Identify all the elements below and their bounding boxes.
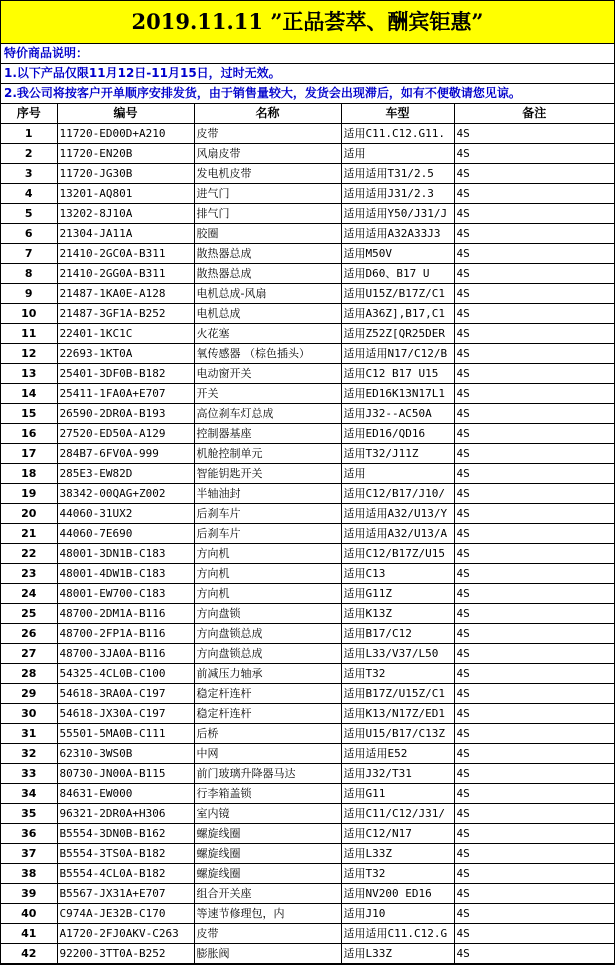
cell-vehicle-model: 适用适用J31/2.3 [341, 184, 454, 204]
cell-vehicle-model: 适用J32--AC50A [341, 404, 454, 424]
table-row [1, 884, 614, 904]
cell-part-code: 285E3-EW82D [57, 464, 194, 484]
cell-vehicle-model: 适用C11/C12/J31/ [341, 804, 454, 824]
table-row [1, 724, 614, 744]
cell-part-code: 55501-5MA0B-C111 [57, 724, 194, 744]
cell-note: 4S [454, 884, 614, 904]
cell-note: 4S [454, 944, 614, 964]
cell-part-code: 48700-2DM1A-B116 [57, 604, 194, 624]
cell-index: 40 [1, 904, 57, 924]
table-row [1, 404, 614, 424]
cell-part-name: 开关 [194, 384, 341, 404]
table-row [1, 644, 614, 664]
cell-part-code: 48001-4DW1B-C183 [57, 564, 194, 584]
cell-vehicle-model: 适用适用E52 [341, 744, 454, 764]
cell-part-name: 螺旋线圈 [194, 824, 341, 844]
cell-part-name: 机舱控制单元 [194, 444, 341, 464]
cell-vehicle-model: 适用L33Z [341, 944, 454, 964]
cell-vehicle-model: 适用M50V [341, 244, 454, 264]
cell-part-code: 80730-JN00A-B115 [57, 764, 194, 784]
cell-index: 17 [1, 444, 57, 464]
table-row [1, 784, 614, 804]
cell-index: 24 [1, 584, 57, 604]
cell-note: 4S [454, 604, 614, 624]
cell-vehicle-model: 适用J10 [341, 904, 454, 924]
cell-part-name: 螺旋线圈 [194, 864, 341, 884]
cell-index: 31 [1, 724, 57, 744]
cell-vehicle-model: 适用C11.C12.G11. [341, 124, 454, 144]
cell-index: 11 [1, 324, 57, 344]
cell-part-code: 92200-3TT0A-B252 [57, 944, 194, 964]
table-row [1, 584, 614, 604]
cell-vehicle-model: 适用ED16/QD16 [341, 424, 454, 444]
cell-vehicle-model: 适用适用C11.C12.G [341, 924, 454, 944]
table-row [1, 144, 614, 164]
cell-note: 4S [454, 304, 614, 324]
cell-part-code: 21304-JA11A [57, 224, 194, 244]
cell-part-code: 22693-1KT0A [57, 344, 194, 364]
cell-index: 26 [1, 624, 57, 644]
table-row [1, 204, 614, 224]
cell-part-name: 皮带 [194, 924, 341, 944]
cell-vehicle-model: 适用适用Y50/J31/J [341, 204, 454, 224]
cell-part-name: 后桥 [194, 724, 341, 744]
cell-index: 20 [1, 504, 57, 524]
cell-index: 32 [1, 744, 57, 764]
cell-note: 4S [454, 684, 614, 704]
cell-part-code: 21410-2GC0A-B311 [57, 244, 194, 264]
cell-note: 4S [454, 824, 614, 844]
cell-index: 16 [1, 424, 57, 444]
cell-part-code: 22401-1KC1C [57, 324, 194, 344]
cell-vehicle-model: 适用B17/C12 [341, 624, 454, 644]
cell-vehicle-model: 适用L33Z [341, 844, 454, 864]
cell-part-name: 方向盘锁总成 [194, 624, 341, 644]
table-header-row [1, 104, 614, 124]
cell-note: 4S [454, 144, 614, 164]
cell-note: 4S [454, 484, 614, 504]
table-row [1, 864, 614, 884]
cell-note: 4S [454, 764, 614, 784]
cell-part-code: 48001-EW700-C183 [57, 584, 194, 604]
table-row [1, 364, 614, 384]
cell-part-name: 方向盘锁 [194, 604, 341, 624]
cell-index: 39 [1, 884, 57, 904]
cell-note: 4S [454, 164, 614, 184]
cell-note: 4S [454, 124, 614, 144]
table-row [1, 764, 614, 784]
cell-vehicle-model: 适用适用T31/2.5 [341, 164, 454, 184]
cell-note: 4S [454, 364, 614, 384]
cell-note: 4S [454, 624, 614, 644]
cell-note: 4S [454, 644, 614, 664]
cell-note: 4S [454, 264, 614, 284]
cell-part-name: 方向机 [194, 564, 341, 584]
table-row [1, 904, 614, 924]
cell-part-name: 高位刹车灯总成 [194, 404, 341, 424]
cell-index: 42 [1, 944, 57, 964]
cell-index: 23 [1, 564, 57, 584]
cell-part-name: 皮带 [194, 124, 341, 144]
cell-note: 4S [454, 864, 614, 884]
cell-part-code: 38342-00QAG+Z002 [57, 484, 194, 504]
table-row [1, 224, 614, 244]
cell-vehicle-model: 适用 [341, 464, 454, 484]
table-row [1, 424, 614, 444]
cell-index: 14 [1, 384, 57, 404]
cell-part-name: 后刹车片 [194, 524, 341, 544]
cell-vehicle-model: 适用 [341, 144, 454, 164]
cell-index: 1 [1, 124, 57, 144]
table-row [1, 184, 614, 204]
parts-table [1, 104, 614, 964]
cell-index: 30 [1, 704, 57, 724]
cell-note: 4S [454, 784, 614, 804]
cell-part-code: 25411-1FA0A+E707 [57, 384, 194, 404]
cell-note: 4S [454, 424, 614, 444]
cell-index: 22 [1, 544, 57, 564]
cell-part-name: 行李箱盖锁 [194, 784, 341, 804]
cell-part-code: 11720-ED00D+A210 [57, 124, 194, 144]
cell-note: 4S [454, 524, 614, 544]
cell-part-code: 62310-3WS0B [57, 744, 194, 764]
cell-part-code: 13201-AQ801 [57, 184, 194, 204]
cell-part-code: 21487-3GF1A-B252 [57, 304, 194, 324]
cell-part-name: 后刹车片 [194, 504, 341, 524]
cell-note: 4S [454, 544, 614, 564]
cell-part-name: 等速节修理包，内 [194, 904, 341, 924]
table-row [1, 464, 614, 484]
cell-vehicle-model: 适用适用A32/U13/Y [341, 504, 454, 524]
cell-part-code: 44060-7E690 [57, 524, 194, 544]
cell-note: 4S [454, 744, 614, 764]
cell-part-name: 稳定杆连杆 [194, 684, 341, 704]
cell-index: 37 [1, 844, 57, 864]
table-row [1, 564, 614, 584]
table-row [1, 124, 614, 144]
cell-index: 6 [1, 224, 57, 244]
cell-note: 4S [454, 324, 614, 344]
table-row [1, 284, 614, 304]
cell-vehicle-model: 适用K13/N17Z/ED1 [341, 704, 454, 724]
cell-note: 4S [454, 224, 614, 244]
table-row [1, 504, 614, 524]
cell-part-code: 27520-ED50A-A129 [57, 424, 194, 444]
cell-index: 13 [1, 364, 57, 384]
cell-part-code: 84631-EW000 [57, 784, 194, 804]
cell-vehicle-model: 适用T32/J11Z [341, 444, 454, 464]
cell-part-code: 48001-3DN1B-C183 [57, 544, 194, 564]
table-row [1, 844, 614, 864]
table-row [1, 804, 614, 824]
cell-index: 28 [1, 664, 57, 684]
cell-part-name: 进气门 [194, 184, 341, 204]
cell-index: 5 [1, 204, 57, 224]
cell-index: 9 [1, 284, 57, 304]
cell-note: 4S [454, 664, 614, 684]
cell-part-code: A1720-2FJ0AKV-C263 [57, 924, 194, 944]
table-row [1, 544, 614, 564]
table-row [1, 664, 614, 684]
table-row [1, 244, 614, 264]
cell-index: 21 [1, 524, 57, 544]
cell-part-name: 前减压力轴承 [194, 664, 341, 684]
cell-note: 4S [454, 704, 614, 724]
cell-note: 4S [454, 244, 614, 264]
cell-note: 4S [454, 284, 614, 304]
table-row [1, 824, 614, 844]
cell-part-code: 11720-JG30B [57, 164, 194, 184]
cell-part-name: 室内镜 [194, 804, 341, 824]
sheet-title: 2019.11.11 ”正品荟萃、酬宾钜惠” [1, 1, 614, 44]
cell-part-code: 21410-2GG0A-B311 [57, 264, 194, 284]
cell-part-name: 方向机 [194, 584, 341, 604]
cell-part-name: 稳定杆连杆 [194, 704, 341, 724]
cell-vehicle-model: 适用适用A32A33J3 [341, 224, 454, 244]
cell-part-name: 散热器总成 [194, 264, 341, 284]
cell-part-name: 风扇皮带 [194, 144, 341, 164]
note-line-1: 1.以下产品仅限11月12日-11月15日，过时无效。 [1, 64, 614, 84]
cell-index: 38 [1, 864, 57, 884]
cell-vehicle-model: 适用适用A32/U13/A [341, 524, 454, 544]
notes-heading: 特价商品说明： [1, 44, 614, 64]
column-header-code: 编号 [57, 104, 194, 124]
cell-part-code: 13202-8J10A [57, 204, 194, 224]
column-header-model: 车型 [341, 104, 454, 124]
table-row [1, 344, 614, 364]
cell-index: 7 [1, 244, 57, 264]
cell-part-code: 54618-3RA0A-C197 [57, 684, 194, 704]
cell-part-name: 智能钥匙开关 [194, 464, 341, 484]
cell-vehicle-model: 适用K13Z [341, 604, 454, 624]
cell-index: 12 [1, 344, 57, 364]
cell-index: 18 [1, 464, 57, 484]
note-line-2: 2.我公司将按客户开单顺序安排发货，由于销售量较大，发货会出现滞后，如有不便敬请您见谅。 [1, 84, 614, 104]
table-row [1, 524, 614, 544]
cell-note: 4S [454, 184, 614, 204]
column-header-index: 序号 [1, 104, 57, 124]
cell-note: 4S [454, 724, 614, 744]
cell-index: 8 [1, 264, 57, 284]
cell-vehicle-model: 适用G11 [341, 784, 454, 804]
cell-vehicle-model: 适用D60、B17 U [341, 264, 454, 284]
table-row [1, 704, 614, 724]
table-row [1, 924, 614, 944]
cell-part-name: 半轴油封 [194, 484, 341, 504]
table-row [1, 944, 614, 964]
cell-part-code: 96321-2DR0A+H306 [57, 804, 194, 824]
cell-part-code: 54325-4CL0B-C100 [57, 664, 194, 684]
cell-index: 36 [1, 824, 57, 844]
cell-part-name: 螺旋线圈 [194, 844, 341, 864]
table-row [1, 304, 614, 324]
table-row [1, 264, 614, 284]
cell-note: 4S [454, 804, 614, 824]
table-row [1, 624, 614, 644]
cell-index: 15 [1, 404, 57, 424]
cell-part-code: 26590-2DR0A-B193 [57, 404, 194, 424]
cell-note: 4S [454, 204, 614, 224]
table-row [1, 324, 614, 344]
cell-note: 4S [454, 384, 614, 404]
cell-vehicle-model: 适用B17Z/U15Z/C1 [341, 684, 454, 704]
cell-vehicle-model: 适用T32 [341, 664, 454, 684]
cell-vehicle-model: 适用C12/B17/J10/ [341, 484, 454, 504]
table-row [1, 684, 614, 704]
cell-part-code: 44060-31UX2 [57, 504, 194, 524]
cell-part-code: C974A-JE32B-C170 [57, 904, 194, 924]
table-row [1, 744, 614, 764]
cell-vehicle-model: 适用T32 [341, 864, 454, 884]
table-row [1, 484, 614, 504]
cell-vehicle-model: 适用C12 B17 U15 [341, 364, 454, 384]
cell-part-name: 发电机皮带 [194, 164, 341, 184]
cell-index: 35 [1, 804, 57, 824]
cell-index: 3 [1, 164, 57, 184]
table-row [1, 444, 614, 464]
cell-vehicle-model: 适用G11Z [341, 584, 454, 604]
cell-index: 33 [1, 764, 57, 784]
cell-part-name: 控制器基座 [194, 424, 341, 444]
cell-index: 25 [1, 604, 57, 624]
cell-part-code: 25401-3DF0B-B182 [57, 364, 194, 384]
cell-note: 4S [454, 564, 614, 584]
column-header-name: 名称 [194, 104, 341, 124]
cell-index: 10 [1, 304, 57, 324]
cell-part-code: 284B7-6FV0A-999 [57, 444, 194, 464]
cell-vehicle-model: 适用C12/B17Z/U15 [341, 544, 454, 564]
cell-part-name: 中网 [194, 744, 341, 764]
cell-part-name: 方向机 [194, 544, 341, 564]
cell-part-name: 电机总成 [194, 304, 341, 324]
cell-vehicle-model: 适用ED16K13N17L1 [341, 384, 454, 404]
cell-part-name: 电机总成-风扇 [194, 284, 341, 304]
cell-index: 4 [1, 184, 57, 204]
cell-note: 4S [454, 924, 614, 944]
cell-vehicle-model: 适用U15/B17/C13Z [341, 724, 454, 744]
cell-part-name: 散热器总成 [194, 244, 341, 264]
cell-note: 4S [454, 404, 614, 424]
cell-part-name: 火花塞 [194, 324, 341, 344]
cell-index: 34 [1, 784, 57, 804]
cell-vehicle-model: 适用Z52Z[QR25DER [341, 324, 454, 344]
cell-part-name: 排气门 [194, 204, 341, 224]
cell-note: 4S [454, 444, 614, 464]
cell-part-name: 组合开关座 [194, 884, 341, 904]
cell-index: 29 [1, 684, 57, 704]
cell-vehicle-model: 适用适用N17/C12/B [341, 344, 454, 364]
cell-note: 4S [454, 584, 614, 604]
cell-vehicle-model: 适用NV200 ED16 [341, 884, 454, 904]
cell-part-code: B5554-4CL0A-B182 [57, 864, 194, 884]
cell-part-code: 21487-1KA0E-A128 [57, 284, 194, 304]
cell-part-name: 胶圈 [194, 224, 341, 244]
cell-index: 2 [1, 144, 57, 164]
cell-index: 19 [1, 484, 57, 504]
cell-vehicle-model: 适用A36Z],B17,C1 [341, 304, 454, 324]
cell-part-code: B5554-3TS0A-B182 [57, 844, 194, 864]
cell-part-code: 48700-2FP1A-B116 [57, 624, 194, 644]
cell-vehicle-model: 适用C13 [341, 564, 454, 584]
table-row [1, 164, 614, 184]
cell-note: 4S [454, 464, 614, 484]
cell-part-name: 电动窗开关 [194, 364, 341, 384]
table-row [1, 384, 614, 404]
cell-part-code: B5567-JX31A+E707 [57, 884, 194, 904]
cell-part-code: 11720-EN20B [57, 144, 194, 164]
cell-index: 27 [1, 644, 57, 664]
cell-vehicle-model: 适用J32/T31 [341, 764, 454, 784]
column-header-note: 备注 [454, 104, 614, 124]
cell-part-code: 48700-3JA0A-B116 [57, 644, 194, 664]
table-row [1, 604, 614, 624]
cell-note: 4S [454, 344, 614, 364]
cell-index: 41 [1, 924, 57, 944]
cell-note: 4S [454, 904, 614, 924]
cell-note: 4S [454, 504, 614, 524]
cell-vehicle-model: 适用C12/N17 [341, 824, 454, 844]
cell-part-code: B5554-3DN0B-B162 [57, 824, 194, 844]
cell-part-code: 54618-JX30A-C197 [57, 704, 194, 724]
cell-vehicle-model: 适用U15Z/B17Z/C1 [341, 284, 454, 304]
cell-part-name: 方向盘锁总成 [194, 644, 341, 664]
cell-part-name: 膨胀阀 [194, 944, 341, 964]
cell-part-name: 前门玻璃升降器马达 [194, 764, 341, 784]
cell-vehicle-model: 适用L33/V37/L50 [341, 644, 454, 664]
cell-part-name: 氧传感器 （棕色插头） [194, 344, 341, 364]
cell-note: 4S [454, 844, 614, 864]
